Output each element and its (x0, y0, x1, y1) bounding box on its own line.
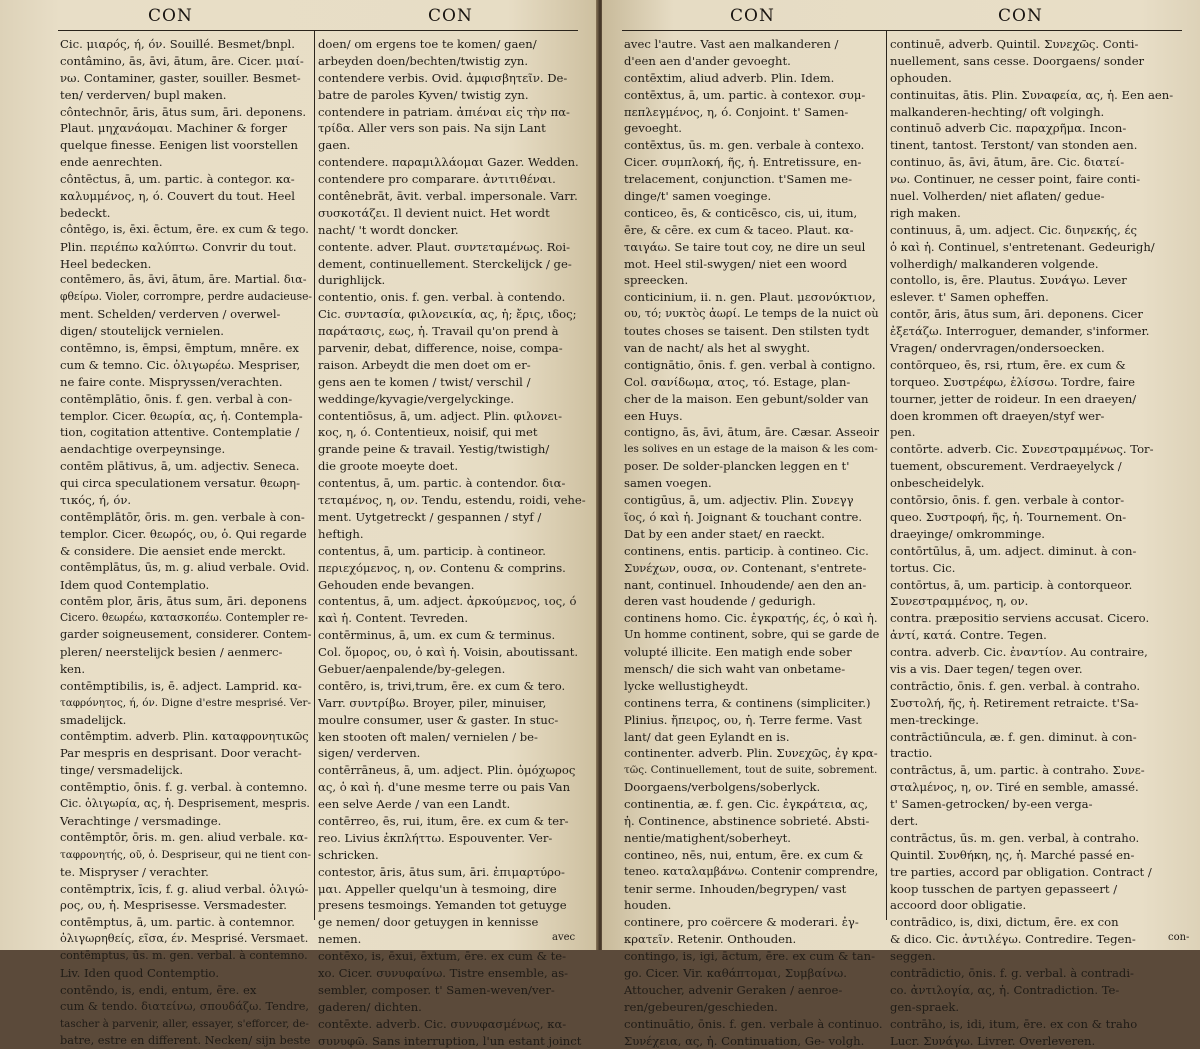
text-line: go. Cicer. Vir. καθάπτομαι, Συμβαίνω. (624, 965, 847, 980)
running-head-left-a: CON (148, 6, 193, 26)
text-line: νω. Contaminer, gaster, souiller. Besmet- (60, 70, 301, 85)
text-line: contestor, āris, ātus sum, āri. ἐπιμαρτύρο- (318, 864, 565, 879)
text-line: contēm plor, āris, ātus sum, āri. deponens (60, 594, 307, 609)
text-line: Par mespris en desprisant. Door veracht- (60, 746, 302, 761)
text-line: côntēgo, is, ēxi. ēctum, ēre. ex cum & tego. (60, 222, 309, 236)
text-line: ας, ὁ καὶ ἡ. d'une mesme terre ou pais Van (318, 780, 571, 795)
catchword-left: avec (552, 932, 576, 943)
text-line: pen. (890, 425, 916, 440)
text-line: bedeckt. (60, 205, 111, 220)
text-line: garder soigneusement, considerer. Contem- (60, 628, 312, 642)
text-line: contollo, is, ēre. Plautus. Συνάγω. Lever (890, 273, 1127, 288)
text-line: contente. adver. Plaut. συντεταμένως. Roi- (318, 239, 571, 254)
text-line: xo. Cicer. συνυφαίνω. Tistre ensemble, as- (318, 965, 569, 980)
text-line: d'een aen d'ander gevoeght. (624, 53, 791, 68)
text-line: Col. ὅμορος, ου, ὁ καὶ ἡ. Voisin, aboutissant. (318, 645, 579, 660)
text-line: contēmptio, ōnis. f. g. verbal. à contemno. (60, 780, 308, 795)
text-line: batre, estre en different. Necken/ sijn beste (60, 1033, 311, 1047)
text-line: ten/ verderven/ bupl maken. (60, 87, 227, 102)
text-line: ρος, ου, ἡ. Mesprisesse. Versmadester. (60, 898, 287, 913)
text-line: ophouden. (890, 70, 952, 85)
text-line: een selve Aerde / van een Landt. (318, 797, 511, 812)
text-line: contēmptim. adverb. Plin. καταφρονητικῶς (60, 729, 309, 743)
text-line: contēndo, is, endi, entum, ēre. ex (60, 982, 257, 997)
text-line: continuātio, ōnis. f. gen. verbale à continuo. (624, 1016, 883, 1031)
text-line: gen-spraek. (890, 999, 960, 1014)
text-line: contentio, onis. f. gen. verbal. à contendo. (318, 290, 566, 305)
column-rule-left (314, 30, 315, 920)
text-line: ment. Uytgetreckt / gespannen / styf / (318, 509, 542, 524)
text-line: dinge/t' samen voeginge. (624, 189, 772, 204)
text-line: contōrqueo, ēs, rsi, rtum, ēre. ex cum & (890, 357, 1126, 372)
text-line: doen/ om ergens toe te komen/ gaen/ (318, 37, 537, 51)
text-line: Συνέχεια, ας, ἡ. Continuation, Ge- volgh. (624, 1033, 865, 1048)
text-line: contēxtus, ā, um. partic. à contexor. συμ- (624, 87, 866, 102)
text-line: contentiōsus, ā, um. adject. Plin. φιλονει- (318, 408, 563, 423)
text-line: tuement, obscurement. Verdraeyelyck / (890, 459, 1122, 474)
text-line: contōr, āris, ātus sum, āri. deponens. Cicer (890, 307, 1143, 322)
text-line: templor. Cicer. θεωρία, ας, ἡ. Contempla- (60, 408, 303, 423)
text-line: Cicer. συμπλοκή, ῆς, ἡ. Entretissure, en- (624, 155, 862, 170)
left-page (0, 0, 598, 1048)
catchword-right: con- (1168, 932, 1190, 943)
text-line: Συνέχων, ουσα, ον. Contenant, s'entrete- (624, 560, 867, 575)
text-line: cum & temno. Cic. ὀλιγωρέω. Mespriser, (60, 357, 301, 372)
text-line: men-treckinge. (890, 712, 979, 727)
text-line: contignātio, ōnis. f. gen. verbal à contigno. (624, 357, 876, 372)
text-line: καὶ ἡ. Content. Tevreden. (318, 611, 469, 626)
text-line: contēmplātio, ōnis. f. gen. verbal à con- (60, 391, 293, 406)
text-line: durighlijck. (318, 273, 386, 288)
text-line: contōrtus, ā, um. particip. à contorqueor. (890, 577, 1133, 592)
text-line: ὀλιγωρηθείς, εῖσα, έν. Mesprisé. Versmaet. (60, 932, 309, 946)
text-line: contra. præpositio serviens accusat. Cicero. (890, 611, 1150, 626)
text-line: nant, continuel. Inhoudende/ aen den an- (624, 577, 867, 592)
text-line: Cic. μιαρός, ή, όν. Souillé. Besmet/bnpl. (60, 37, 295, 51)
text-line: contrāctus, ūs. m. gen. verbal, à contraho. (890, 830, 1140, 845)
text-line: tinge/ versmadelijck. (60, 763, 184, 778)
text-line: Idem quod Contemplatio. (60, 577, 210, 592)
column-rule-right (886, 30, 887, 920)
text-line: raison. Arbeydt die men doet om er- (318, 357, 531, 372)
text-line: gaderen/ dichten. (318, 999, 422, 1014)
text-line: contra. adverb. Cic. ἐναντίον. Au contraire, (890, 645, 1148, 660)
text-line: nuel. Volherden/ niet aflaten/ gedue- (890, 189, 1105, 204)
text-line: mensch/ die sich waht van onbetame- (624, 661, 846, 676)
text-line: tourner, jetter de roideur. In een draeyen/ (890, 391, 1137, 406)
text-line: συνυφῶ. Sans interruption, l'un estant joinct (318, 1033, 582, 1048)
text-line: ken. (60, 661, 86, 676)
text-line: nacht/ 't wordt doncker. (318, 222, 459, 237)
text-line: & considere. Die aensiet ende merckt. (60, 543, 286, 558)
column-4 (890, 36, 1196, 1048)
text-line: contentus, ā, um. partic. à contendor. δια- (318, 476, 566, 491)
text-line: toutes choses se taisent. Den stilsten tydt (624, 324, 869, 339)
text-line: houden. (624, 898, 672, 913)
text-line: ῖος, ό καὶ ἡ. Joignant & touchant contre. (624, 509, 863, 524)
text-line: ne faire conte. Mispryssen/verachten. (60, 374, 283, 389)
text-line: contērreo, ēs, rui, itum, ēre. ex cum & ter- (318, 813, 569, 828)
text-line: schricken. (318, 847, 379, 862)
text-line: volherdigh/ malkanderen volgende. (890, 256, 1099, 271)
text-line: συσκοτάζει. Il devient nuict. Het wordt (318, 205, 550, 220)
text-line: gaen. (318, 138, 351, 153)
text-line: continenter. adverb. Plin. Συνεχῶς, ἐγ κρα- (624, 746, 878, 761)
text-line: t' Samen-getrocken/ by-een verga- (890, 797, 1093, 812)
text-line: contrādictio, ōnis. f. g. verbal. à contradi- (890, 965, 1134, 980)
text-line: moulre consumer, user & gaster. In stuc- (318, 712, 559, 727)
text-line: qui circa speculationem versatur. θεωρη- (60, 476, 300, 491)
text-line: smadelijck. (60, 712, 127, 727)
text-line: nemen. (318, 932, 362, 947)
running-head-left-b: CON (428, 6, 473, 26)
text-line: contrāctiūncula, æ. f. gen. diminut. à con- (890, 729, 1137, 744)
text-line: templor. Cicer. θεωρός, ου, ὁ. Qui regarde (60, 526, 307, 541)
text-line: Vragen/ ondervragen/ondersoecken. (890, 341, 1105, 356)
text-line: onbescheidelyk. (890, 476, 985, 491)
text-line: continuō adverb Cic. παραχρῆμα. Incon- (890, 121, 1127, 136)
text-line: lant/ dat geen Eylandt en is. (624, 729, 790, 744)
text-line: mot. Heel stil-swygen/ niet een woord (624, 256, 848, 271)
text-line: spreecken. (624, 273, 689, 288)
text-line: Varr. συντρίβω. Broyer, piler, minuiser, (318, 695, 547, 710)
text-line: contēmptōr, ōris. m. gen. aliud verbale. κα- (60, 830, 308, 844)
text-line: ταφρόνητος, ή, όν. Digne d'estre mesprisé. Ver- (60, 696, 311, 709)
right-page (602, 0, 1200, 1048)
text-line: eslever. t' Samen opheffen. (890, 290, 1049, 305)
text-line: ἀντί, κατά. Contre. Tegen. (890, 628, 1047, 643)
text-line: batre de paroles Kyven/ twistig zyn. (318, 87, 529, 102)
text-line: ēre, & cēre. ex cum & taceo. Plaut. κα- (624, 222, 854, 237)
text-line: sigen/ verderven. (318, 746, 421, 761)
text-line: te. Mispryser / verachter. (60, 864, 209, 879)
text-line: tenir serme. Inhouden/begrypen/ vast (624, 881, 847, 896)
text-line: contrāho, is, idi, itum, ēre. ex con & traho (890, 1016, 1138, 1031)
text-line: contēmptus, ā, um. partic. à contemnor. (60, 915, 295, 930)
text-line: conticeo, ēs, & conticēsco, cis, ui, itum, (624, 205, 858, 220)
text-line: contēmptrix, īcis, f. g. aliud verbal. ὀλιγώ- (60, 881, 309, 896)
text-line: contênebrāt, āvit. verbal. impersonale. Varr. (318, 189, 578, 204)
text-line: Heel bedecken. (60, 256, 152, 271)
text-line: Gehouden ende bevangen. (318, 577, 475, 592)
text-line: die groote moeyte doet. (318, 459, 459, 474)
text-line: poser. De solder-plancken leggen en t' (624, 459, 850, 474)
text-line: nuellement, sans cesse. Doorgaens/ sonder (890, 53, 1145, 68)
text-line: digen/ stoutelijck vernielen. (60, 324, 224, 339)
column-2 (318, 36, 590, 1048)
text-line: deren vast houdende / gedurigh. (624, 594, 816, 609)
text-line: νω. Continuer, ne cesser point, faire conti- (890, 172, 1141, 187)
text-line: ταιγάω. Se taire tout coy, ne dire un seul (624, 239, 866, 254)
text-line: nentie/matighent/soberheyt. (624, 830, 791, 845)
running-head-right-b: CON (998, 6, 1043, 26)
text-line: gevoeght. (624, 121, 682, 136)
text-line: contrāctio, ōnis. f. gen. verbal. à contraho. (890, 678, 1141, 693)
text-line: contigūus, ā, um. adjectiv. Plin. Συνεγγ (624, 493, 854, 508)
top-rule-left (58, 30, 578, 31)
text-line: καλυμμένος, η, ό. Couvert du tout. Heel (60, 189, 295, 204)
text-line: Lucr. Συνάγω. Livrer. Overleveren. (890, 1033, 1096, 1048)
text-line: Col. σανίδωμα, ατος, τό. Estage, plan- (624, 374, 851, 389)
text-line: ταφρονητής, οῦ, ὁ. Despriseur, qui ne tient con- (60, 848, 311, 861)
text-line: draeyinge/ omkromminge. (890, 526, 1045, 541)
text-line: tre parties, accord par obligation. Contract / (890, 864, 1152, 879)
text-line: contēxo, is, ēxui, ēxtum, ēre. ex cum & te- (318, 949, 567, 964)
text-line: côntechnōr, āris, ātus sum, āri. deponens. (60, 104, 307, 119)
text-line: ου, τό; νυκτὸς ἀωρί. Le temps de la nuict où (624, 307, 879, 321)
text-line: τεταμένος, η, ον. Tendu, estendu, roidi, vehe- (318, 493, 586, 508)
text-line: continens terra, & continens (simpliciter.) (624, 695, 871, 710)
text-line: ge nemen/ door getuygen in kennisse (318, 915, 539, 930)
text-line: contendere verbis. Ovid. ἀμφισβητεῖν. De- (318, 70, 568, 85)
text-line: μαι. Appeller quelqu'un à tesmoing, dire (318, 881, 557, 896)
text-line: φθείρω. Violer, corrompre, perdre audacieuse- (60, 290, 313, 304)
text-line: tinent, tantost. Terstont/ van stonden aen. (890, 138, 1138, 153)
text-line: tascher à parvenir, aller, essayer, s'efforcer, de- (60, 1017, 309, 1030)
text-line: & dico. Cic. ἀντιλέγω. Contredire. Tegen- (890, 932, 1136, 947)
column-1 (60, 36, 313, 1047)
text-line: contēmno, is, ēmpsi, ēmptum, mnēre. ex (60, 341, 299, 356)
text-line: Συστολή, ῆς, ἡ. Retirement retraicte. t'Sa- (890, 695, 1139, 710)
text-line: contingo, is, igi, āctum, ēre. ex cum & tan- (624, 949, 875, 964)
text-line: avec l'autre. Vast aen malkanderen / (624, 37, 839, 51)
text-line: contendere. παραμιλλάομαι Gazer. Wedden. (318, 155, 579, 170)
text-line: cum & tendo. διατείνω, σπουδάζω. Tendre, (60, 999, 310, 1013)
text-line: contineo, nēs, nui, entum, ēre. ex cum & (624, 847, 864, 862)
text-line: contēmptibilis, is, ē. adject. Lamprid. κα- (60, 678, 302, 693)
text-line: περιεχόμενος, η, ον. Contenu & comprins. (318, 560, 566, 575)
text-line: contâmino, ās, āvi, ātum, āre. Cicer. μιαί- (60, 53, 304, 68)
text-line: seggen. (890, 949, 936, 964)
text-line: contēro, is, trivi,trum, ēre. ex cum & tero. (318, 678, 566, 693)
text-line: τρίδα. Aller vers son pais. Na sijn Lant (318, 121, 546, 136)
text-line: τῶς. Continuellement, tout de suite, sobrement. (624, 764, 878, 777)
text-line: parvenir, debat, difference, noise, compa- (318, 341, 563, 356)
text-line: samen voegen. (624, 476, 712, 491)
text-line: Doorgaens/verbolgens/soberlyck. (624, 780, 821, 795)
text-line: volupté illicite. Een matigh ende sober (624, 645, 852, 660)
text-line: co. ἀντιλογία, ας, ἡ. Contradiction. Te- (890, 982, 1120, 997)
text-line: Συνεστραμμένος, η, ον. (890, 594, 1029, 609)
text-line: Attoucher, advenir Geraken / aenroe- (624, 982, 843, 997)
text-line: continens, entis. particip. à contineo. Cic. (624, 543, 869, 558)
text-line: tion, cogitation attentive. Contemplatie / (60, 425, 300, 440)
text-line: contōrtūlus, ā, um. adject. diminut. à con- (890, 543, 1137, 558)
text-line: Cicero. θεωρέω, κατασκοπέω. Contempler re- (60, 611, 308, 625)
text-line: σταλμένος, η, ον. Tiré en semble, amassé. (890, 780, 1139, 795)
text-line: ἐξετάζω. Interroguer, demander, s'informer. (890, 324, 1150, 339)
text-line: contendere in patriam. ἀπιέναι εἰς τὴν πα- (318, 104, 570, 119)
text-line: dement, continuellement. Sterckelijck / ge- (318, 256, 572, 271)
text-line: les solives en un estage de la maison & les com- (624, 443, 878, 456)
text-line: contentus, ā, um. particip. à contineor. (318, 543, 546, 558)
text-line: continuo, ās, āvi, ātum, āre. Cic. διατεί- (890, 155, 1125, 170)
top-rule-right (622, 30, 1182, 31)
text-line: queo. Συστροφή, ῆς, ἡ. Tournement. On- (890, 509, 1127, 524)
text-line: torqueo. Συστρέφω, ἑλίσσω. Tordre, faire (890, 374, 1136, 389)
text-line: contigno, ās, āvi, ātum, āre. Cæsar. Asseoir (624, 425, 880, 440)
text-line: contōrsio, ōnis. f. gen. verbale à contor- (890, 493, 1125, 508)
text-line: continere, pro coërcere & moderari. ἐγ- (624, 915, 859, 930)
text-line: ken stooten oft malen/ vernielen / be- (318, 729, 538, 744)
text-line: contrāctus, ā, um. partic. à contraho. Συνε- (890, 763, 1145, 778)
text-line: Plaut. μηχανάομαι. Machiner & forger (60, 121, 288, 136)
text-line: continentia, æ. f. gen. Cic. ἐγκράτεια, ας, (624, 797, 869, 812)
running-head-right-a: CON (730, 6, 775, 26)
text-line: continuē, adverb. Quintil. Συνεχῶς. Conti- (890, 37, 1139, 51)
text-line: contēmplātus, ūs, m. g. aliud verbale. Ovid. (60, 560, 310, 574)
text-line: ment. Schelden/ verderven / overwel- (60, 307, 281, 322)
text-line: presens tesmoings. Yemanden tot getuyge (318, 898, 567, 913)
text-line: aendachtige overpeynsinge. (60, 442, 226, 457)
text-line: arbeyden doen/bechten/twistig zyn. (318, 53, 529, 68)
text-line: contērminus, ā, um. ex cum & terminus. (318, 628, 556, 643)
text-line: koop tusschen de partyen gepasseert / (890, 881, 1118, 896)
text-line: ἡ. Continence, abstinence sobrieté. Absti- (624, 813, 870, 828)
text-line: quelque finesse. Eenigen list voorstellen (60, 138, 298, 153)
text-line: tortus. Cic. (890, 560, 956, 575)
text-line: contendere pro comparare. ἀντιτιθέναι. (318, 172, 556, 187)
text-line: accoord door obligatie. (890, 898, 1027, 913)
text-line: Cic. ὀλιγωρία, ας, ἡ. Desprisement, mespris. (60, 797, 310, 811)
text-line: pleren/ neerstelijck besien / aenmerc- (60, 645, 283, 660)
text-line: Un homme continent, sobre, qui se garde de (624, 628, 880, 642)
text-line: vis a vis. Daer tegen/ tegen over. (890, 661, 1083, 676)
text-line: ende aenrechten. (60, 155, 163, 170)
text-line: contēxtim, aliud adverb. Plin. Idem. (624, 70, 835, 85)
text-line: Liv. Iden quod Contemptio. (60, 965, 220, 980)
text-line: πεπλεγμένος, η, ό. Conjoint. t' Samen- (624, 104, 849, 119)
text-line: trelacement, conjunction. t'Samen me- (624, 172, 853, 187)
text-line: doen krommen oft draeyen/styf wer- (890, 408, 1105, 423)
text-line: contēxtus, ūs. m. gen. verbale à contexo. (624, 138, 865, 153)
text-line: κρατεῖν. Retenir. Onthouden. (624, 932, 797, 947)
text-line: van de nacht/ als het al swyght. (624, 341, 811, 356)
text-line: teneo. καταλαμβάνω. Contenir comprendre, (624, 864, 879, 878)
text-line: reo. Livius ἐκπλήττω. Espouventer. Ver- (318, 830, 553, 845)
text-line: contrādico, is, dixi, dictum, ēre. ex con (890, 915, 1119, 930)
text-line: contēmptus, ūs. m. gen. verbal. à contemno. (60, 949, 308, 963)
text-line: contērrāneus, ā, um. adject. Plin. ὁμόχωρος (318, 763, 576, 778)
text-line: righ maken. (890, 205, 961, 220)
text-line: Plin. περιέπω καλύπτω. Convrir du tout. (60, 239, 297, 254)
text-line: κος, η, ό. Contentieux, noisif, qui met (318, 425, 538, 440)
text-line: Quintil. Συνθήκη, ης, ἡ. Marché passé en- (890, 847, 1135, 862)
text-line: conticinium, ii. n. gen. Plaut. μεσονύκτιον, (624, 290, 876, 305)
text-line: contēmplātōr, ōris. m. gen. verbale à con- (60, 509, 305, 524)
text-line: grande peine & travail. Yestig/twistigh/ (318, 442, 550, 457)
text-line: continuitas, ātis. Plin. Συναφεία, ας, ἡ. Een aen- (890, 87, 1174, 102)
text-line: dert. (890, 813, 919, 828)
text-line: continens homo. Cic. ἐγκρατής, ές, ὁ καὶ ἡ. (624, 611, 878, 626)
column-3 (624, 36, 884, 1048)
text-line: τικός, ή, όν. (60, 493, 132, 508)
text-line: ὁ καὶ ἡ. Continuel, s'entretenant. Gedeurigh/ (890, 239, 1155, 254)
text-line: contōrte. adverb. Cic. Συνεστραμμένως. Tor- (890, 442, 1154, 457)
text-line: contentus, ā, um. adject. ἀρκούμενος, ιος, ό (318, 594, 577, 609)
text-line: heftigh. (318, 526, 364, 541)
text-line: ren/gebeuren/geschieden. (624, 999, 778, 1014)
text-line: een Huys. (624, 408, 683, 423)
text-line: cher de la maison. Een gebunt/solder van (624, 391, 869, 406)
text-line: tractio. (890, 746, 933, 761)
text-line: weddinge/kyvagie/vergelyckinge. (318, 391, 515, 406)
text-line: contēxte. adverb. Cic. συνυφασμένως, κα- (318, 1016, 567, 1031)
text-line: Gebuer/aenpalende/by-gelegen. (318, 661, 506, 676)
text-line: sembler, composer. t' Samen-weven/ver- (318, 982, 555, 997)
text-line: Dat by een ander staet/ en raeckt. (624, 526, 825, 541)
text-line: lycke wellustigheydt. (624, 678, 749, 693)
text-line: contēm plātivus, ā, um. adjectiv. Seneca. (60, 459, 300, 474)
text-line: παράτασις, εως, ἡ. Travail qu'on prend à (318, 324, 559, 339)
text-line: continuus, ā, um. adject. Cic. διηνεκής, ές (890, 222, 1137, 237)
text-line: Cic. συντασία, φιλονεικία, ας, ἡ; ἔρις, ιδος; (318, 307, 577, 322)
text-line: malkanderen-hechting/ oft volgingh. (890, 104, 1105, 119)
text-line: contēmero, ās, āvi, ātum, āre. Martial. δια- (60, 273, 307, 287)
text-line: gens aen te komen / twist/ verschil / (318, 374, 531, 389)
text-line: Plinius. ἤπειρος, ου, ἡ. Terre ferme. Vast (624, 712, 862, 727)
text-line: côntēctus, ā, um. partic. à contegor. κα- (60, 172, 295, 187)
text-line: Verachtinge / versmadinge. (60, 813, 222, 828)
